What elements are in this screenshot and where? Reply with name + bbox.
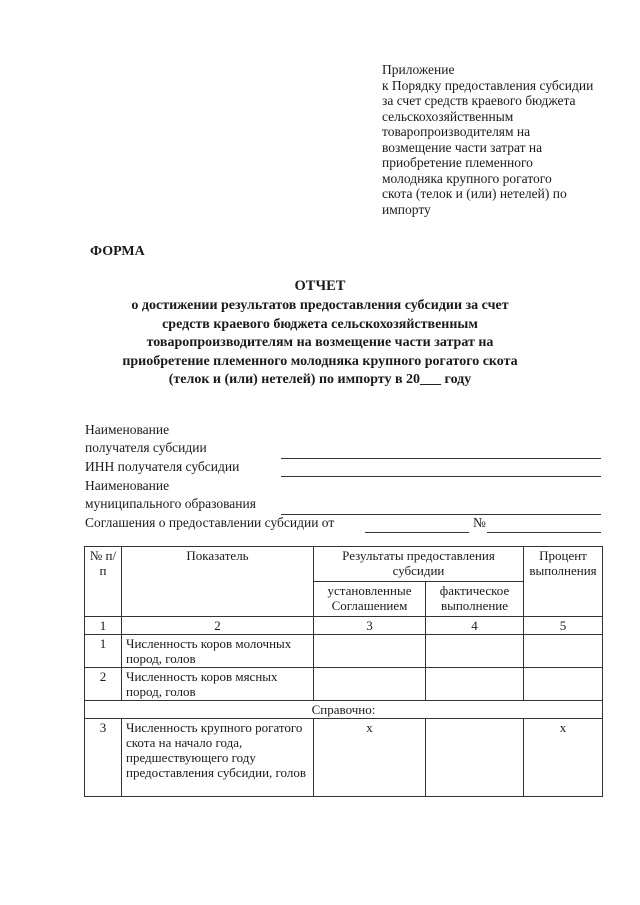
row-indicator: Численность коров мясных пород, голов (122, 668, 314, 701)
appendix-block (382, 62, 622, 217)
row-established-cell[interactable] (314, 635, 426, 668)
row-percent-cell[interactable] (524, 668, 603, 701)
appendix-line: приобретение племенного (382, 155, 533, 170)
row-actual-cell[interactable] (426, 635, 524, 668)
appendix-line: импорту (382, 201, 431, 217)
report-subtitle-line: товаропроизводителям на возмещение части затрат на (146, 335, 494, 350)
recipient-name-label: Наименование (85, 422, 170, 437)
header-indicator: Показатель (122, 547, 314, 617)
row-indicator: Численность коров молочных пород, голов (122, 635, 314, 668)
report-subtitle-line: приобретение племенного молодняка крупного рогатого скота (122, 353, 518, 369)
form-label: ФОРМА (90, 244, 145, 259)
header-actual: фактическое выполнение (426, 582, 524, 617)
reference-label: Справочно: (85, 701, 603, 719)
report-subtitle-line: средств краевого бюджета сельскохозяйственным (162, 316, 478, 332)
report-subtitle-line: (телок и (или) нетелей) по импорту в 20___ году (168, 372, 472, 387)
header-established: установленные Соглашением (314, 582, 426, 617)
row-established-cell: x (314, 719, 426, 797)
municipal-label: Наименование (85, 478, 170, 493)
row-num: 1 (85, 635, 122, 668)
row-actual-cell[interactable] (426, 668, 524, 701)
inn-field[interactable] (281, 476, 601, 477)
header-results: Результаты предоставления субсидии (314, 547, 524, 582)
inn-label: ИНН получателя субсидии (85, 459, 240, 474)
appendix-line: товаропроизводителям на (382, 124, 531, 139)
appendix-line: молодняка крупного рогатого (382, 170, 552, 186)
municipal-label-2: муниципального образования (85, 496, 256, 511)
row-num: 2 (85, 668, 122, 701)
recipient-name-field[interactable] (281, 458, 601, 459)
col-number: 4 (426, 617, 524, 635)
appendix-line: Приложение (382, 62, 455, 77)
row-num: 3 (85, 719, 122, 797)
report-subtitle (120, 297, 520, 390)
agreement-date-field[interactable] (365, 532, 469, 533)
header-percent: Процент выполнения (524, 547, 603, 617)
report-title: ОТЧЕТ (294, 278, 346, 294)
row-indicator: Численность крупного рогатого скота на начало года, предшествующего году предоставления субсидии, голов (122, 719, 314, 797)
row-percent-cell[interactable] (524, 635, 603, 668)
table-row (85, 668, 603, 701)
col-number: 5 (524, 617, 603, 635)
appendix-line: возмещение части затрат на (382, 139, 543, 155)
agreement-label: Соглашения о предоставлении субсидии от (85, 515, 335, 530)
row-established-cell[interactable] (314, 668, 426, 701)
col-number: 3 (314, 617, 426, 635)
report-table (84, 546, 603, 797)
table-row (85, 635, 603, 668)
appendix-line: за счет средств краевого бюджета (382, 93, 576, 108)
agreement-number-label: № (473, 515, 486, 530)
table-row (85, 719, 603, 797)
agreement-number-field[interactable] (487, 532, 601, 533)
recipient-name-label-2: получателя субсидии (85, 440, 207, 455)
header-num: № п/п (85, 547, 122, 617)
appendix-line: скота (телок и (или) нетелей) по (382, 186, 567, 201)
col-number: 2 (122, 617, 314, 635)
appendix-line: сельскохозяйственным (382, 108, 514, 124)
col-number: 1 (85, 617, 122, 635)
report-subtitle-line: о достижении результатов предоставления субсидии за счет (131, 298, 509, 313)
row-percent-cell: x (524, 719, 603, 797)
appendix-line: к Порядку предоставления субсидии (382, 77, 594, 93)
row-actual-cell[interactable] (426, 719, 524, 797)
